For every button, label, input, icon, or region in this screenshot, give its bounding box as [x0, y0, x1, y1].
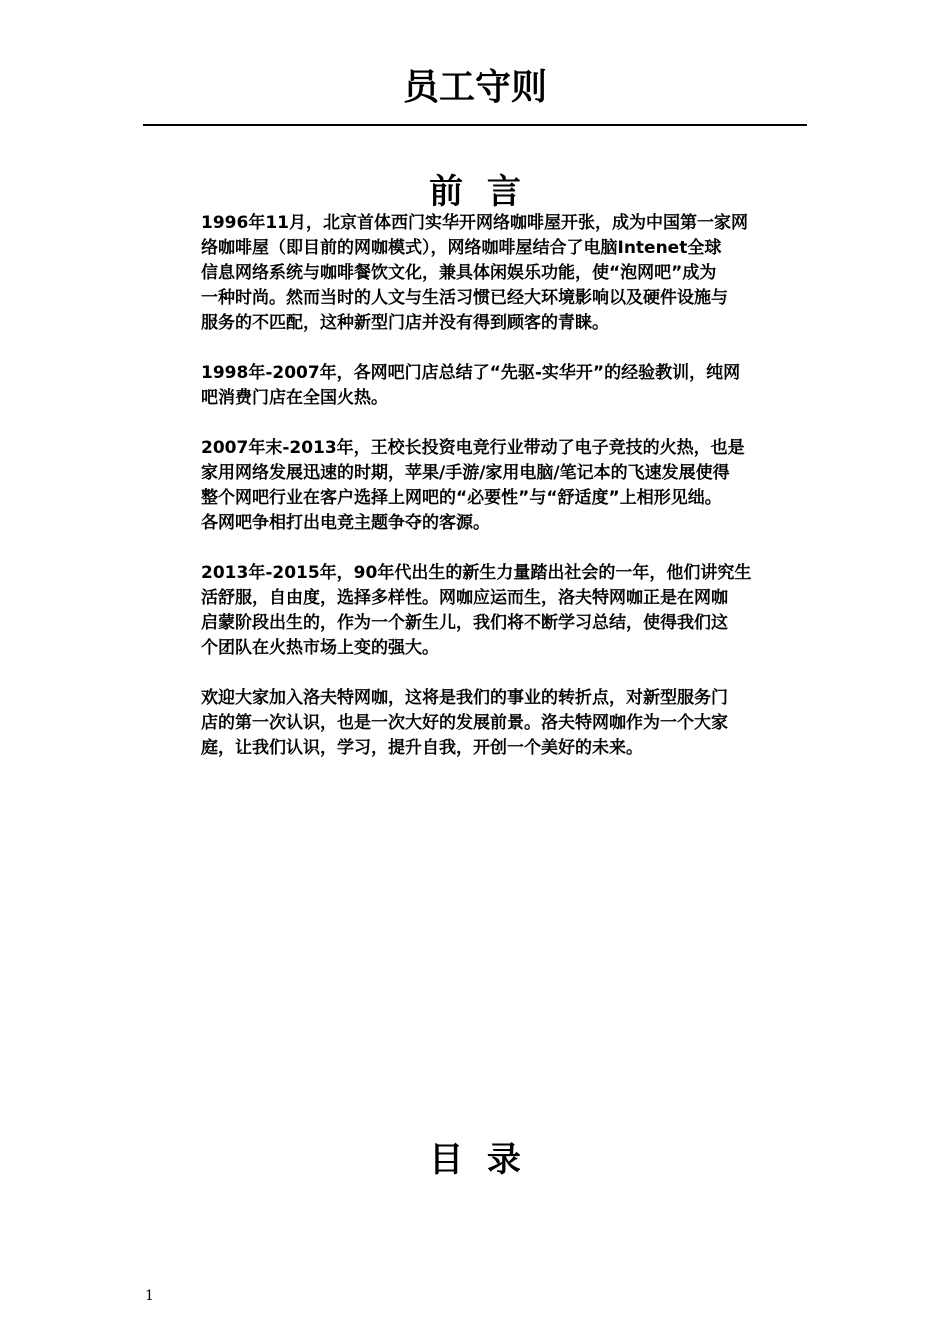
paragraph-line: 吧消费门店在全国火热。 [201, 388, 388, 408]
preface-paragraph [201, 686, 813, 761]
paragraph-line: 活舒服，自由度，选择多样性。网咖应运而生，洛夫特网咖正是在网咖 [201, 588, 728, 608]
paragraph-line: 一种时尚。然而当时的人文与生活习惯已经大环境影响以及硬件设施与 [201, 288, 728, 308]
paragraph-line: 服务的不匹配，这种新型门店并没有得到顾客的青睐。 [201, 313, 609, 333]
preface-paragraph [201, 561, 813, 661]
paragraph-line: 络咖啡屋（即目前的网咖模式），网络咖啡屋结合了电脑Intenet全球 [201, 238, 722, 258]
toc-heading: 目 录 [429, 1140, 521, 1180]
paragraph-line: 家用网络发展迅速的时期，苹果/手游/家用电脑/笔记本的飞速发展使得 [201, 463, 730, 483]
page-number: 1 [145, 1288, 154, 1304]
preface-paragraph [201, 436, 813, 536]
preface-body [201, 211, 813, 786]
paragraph-line: 2013年-2015年，90年代出生的新生力量踏出社会的一年，他们讲究生 [201, 563, 752, 583]
paragraph-line: 欢迎大家加入洛夫特网咖，这将是我们的事业的转折点，对新型服务门 [201, 688, 728, 708]
paragraph-line: 庭，让我们认识，学习，提升自我，开创一个美好的未来。 [201, 738, 643, 758]
paragraph-line: 信息网络系统与咖啡餐饮文化，兼具体闲娱乐功能，使“泡网吧”成为 [201, 263, 717, 283]
paragraph-line: 启蒙阶段出生的，作为一个新生儿，我们将不断学习总结，使得我们这 [201, 613, 728, 633]
paragraph-line: 店的第一次认识，也是一次大好的发展前景。洛夫特网咖作为一个大家 [201, 713, 728, 733]
preface-paragraph [201, 361, 813, 411]
paragraph-line: 2007年末-2013年，王校长投资电竞行业带动了电子竞技的火热，也是 [201, 438, 745, 458]
paragraph-line: 个团队在火热市场上变的强大。 [201, 638, 439, 658]
paragraph-line: 1996年11月，北京首体西门实华开网络咖啡屋开张，成为中国第一家网 [201, 213, 748, 233]
paragraph-line: 1998年-2007年，各网吧门店总结了“先驱-实华开”的经验教训，纯网 [201, 363, 741, 383]
preface-heading: 前 言 [429, 172, 521, 212]
title-divider [143, 124, 807, 126]
paragraph-line: 整个网吧行业在客户选择上网吧的“必要性”与“舒适度”上相形见绌。 [201, 488, 722, 508]
document-title: 员工守则 [402, 67, 547, 108]
paragraph-line: 各网吧争相打出电竞主题争夺的客源。 [201, 513, 490, 533]
preface-paragraph [201, 211, 813, 336]
